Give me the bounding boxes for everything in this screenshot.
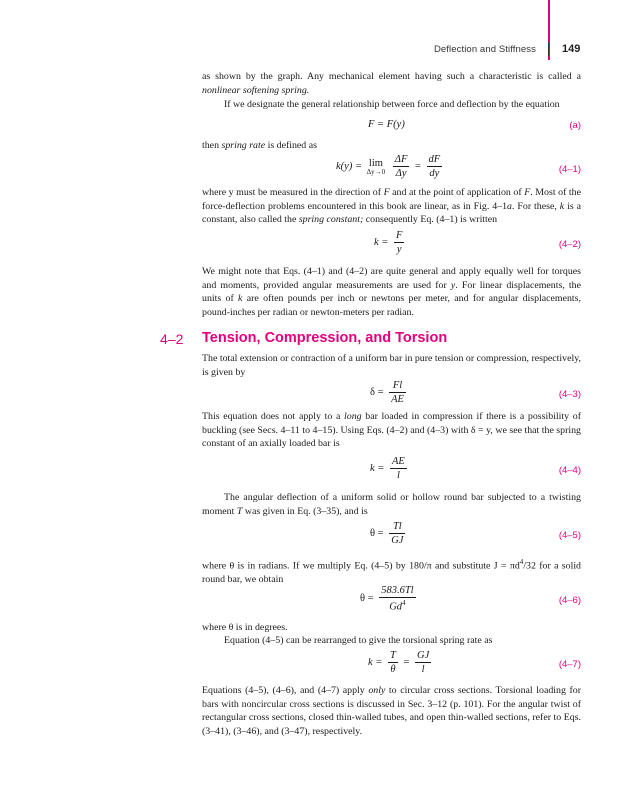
equation-4-2: [202, 230, 581, 260]
equation-body: F = F(y): [368, 119, 405, 130]
equation-4-6: [202, 585, 581, 617]
paragraph: where θ is in degrees.: [202, 622, 288, 633]
paragraph: then spring rate is defined as: [202, 140, 317, 151]
paragraph: where y must be measured in the direction of F and at the point of application of F. Most of the force-deflection problems encountered in this book are linear, as in Fig. 4–1a. For these, k is a constant, also called the spring constant; consequently Eq. (4–1) is written: [202, 187, 581, 226]
section-title: Tension, Compression, and Torsion: [202, 330, 448, 346]
paragraph: The angular deflection of a uniform solid or hollow round bar subjected to a twisting moment T was given in Eq. (3–35), and is: [202, 492, 581, 517]
equation-number: (4–6): [558, 595, 581, 606]
equation-body: δ = $\frac{Fl}{AE}$: [370, 380, 404, 405]
equation-number: (4–7): [558, 659, 581, 670]
equation-body: k = $\frac{AE}{l}$: [370, 456, 405, 481]
paragraph: We might note that Eqs. (4–1) and (4–2) are quite general and apply equally well for torques and moments, provided angular measurements are used for y. For linear displacements, the units of k are often pounds per inch or newtons per meter, and for angular displacements, pound-inches per radian or newton-meters per radian.: [202, 266, 581, 318]
equation-number: (4–3): [558, 389, 581, 400]
equation-4-4: [202, 456, 581, 486]
paragraph: Equation (4–5) can be rearranged to give the torsional spring rate as: [224, 635, 493, 646]
paragraph: Equations (4–5), (4–6), and (4–7) apply only to circular cross sections. Torsional loading for bars with noncircular cross sections is discussed in Sec. 3–12 (p. 101). For the angular twist of rectangular cross sections, closed thin-walled tubes, and open thin-walled sections, refer to Eqs. (3–41), (3–46), and (3–47), respectively.: [202, 685, 581, 737]
equation-4-7: [202, 650, 581, 680]
paragraph: as shown by the graph. Any mechanical element having such a characteristic is called a nonlinear softening spring.: [202, 71, 581, 96]
equation-a: [202, 118, 581, 134]
equation-4-3: [202, 380, 581, 410]
running-title: Deflection and Stiffness: [433, 44, 536, 55]
equation-body: θ = $\frac{583.6Tl}{Gd^4}$: [360, 585, 414, 613]
header-separator: [548, 42, 549, 56]
page-number: 149: [562, 43, 581, 55]
equation-body: k = $\frac{F}{y}$: [374, 230, 403, 255]
paragraph: where θ is in radians. If we multiply Eq. (4–5) by 180/π and substitute $J = \pi d^4/32$ for a solid round bar, we obtain: [202, 558, 581, 585]
paragraph: The total extension or contraction of a uniform bar in pure tension or compression, respectively, is given by: [202, 353, 581, 378]
equation-number: (a): [569, 120, 581, 131]
equation-body: θ = $\frac{Tl}{GJ}$: [370, 521, 404, 546]
equation-4-1: [202, 154, 581, 184]
paragraph: If we designate the general relationship between force and deflection by the equation: [224, 99, 560, 110]
equation-number: (4–1): [558, 164, 581, 175]
equation-body: k = $\frac{T}{\theta}$ = $\frac{GJ}{l}$: [368, 650, 430, 675]
section-number: 4–2: [160, 331, 184, 347]
equation-body: k(y) = lim Δy→0 $\frac{\Delta F}{\Delta y}$ = $\frac{dF}{dy}$: [336, 154, 441, 179]
equation-number: (4–2): [558, 239, 581, 250]
paragraph: This equation does not apply to a long bar loaded in compression if there is a possibility of buckling (see Secs. 4–11 to 4–15). Using Eqs. (4–2) and (4–3) with δ = y, we see that the spring constant of an axially loaded bar is: [202, 411, 581, 450]
equation-number: (4–4): [558, 465, 581, 476]
equation-4-5: [202, 521, 581, 551]
equation-number: (4–5): [558, 530, 581, 541]
